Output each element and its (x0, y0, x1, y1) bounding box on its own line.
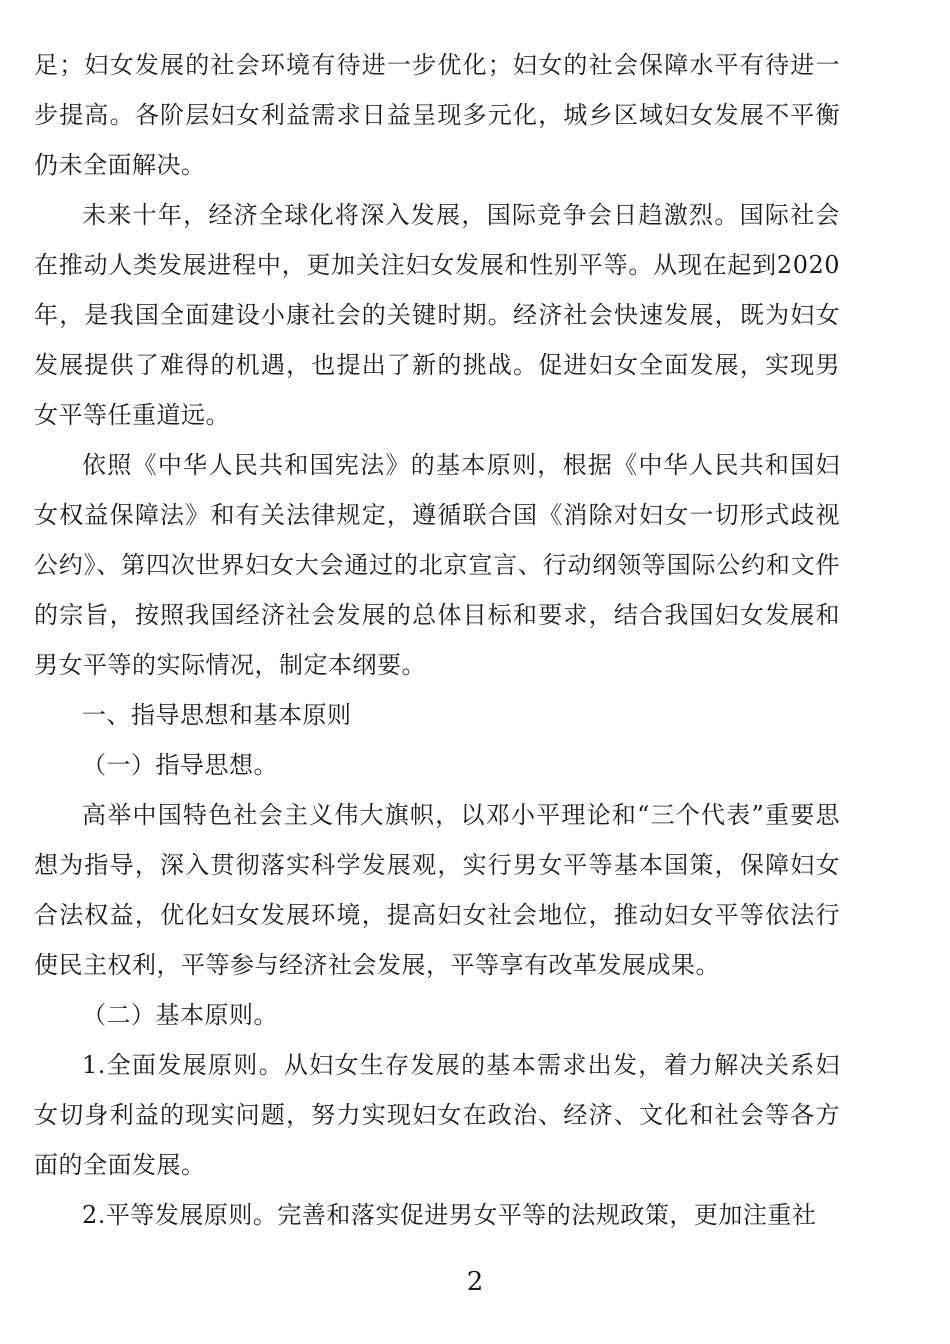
subsection-heading-basic-principles: （二）基本原则。 (82, 1001, 278, 1029)
page-number: 2 (466, 1267, 484, 1297)
paragraph-guiding-ideology: 高举中国特色社会主义伟大旗帜，以邓小平理论和“三个代表”重要思想为指导，深入贯彻落实科学发展观，实行男女平等基本国策，保障妇女合法权益，优化妇女发展环境，提高妇女社会地位，推动妇女平等依法行使民主权利，平等参与经济社会发展，平等享有改革发展成果。 (34, 801, 840, 979)
paragraph-continued: 足；妇女发展的社会环境有待进一步优化；妇女的社会保障水平有待进一步提高。各阶层妇女利益需求日益呈现多元化，城乡区域妇女发展不平衡仍未全面解决。 (34, 51, 840, 179)
subsection-heading-guiding-ideology: （一）指导思想。 (82, 751, 278, 779)
paragraph-legal-basis: 依照《中华人民共和国宪法》的基本原则，根据《中华人民共和国妇女权益保障法》和有关法律规定，遵循联合国《消除对妇女一切形式歧视公约》、第四次世界妇女大会通过的北京宣言、行动纲领等国际公约和文件的宗旨，按照我国经济社会发展的总体目标和要求，结合我国妇女发展和男女平等的实际情况，制定本纲要。 (34, 451, 840, 679)
section-heading-1: 一、指导思想和基本原则 (82, 701, 352, 729)
document-page (34, 40, 840, 1240)
paragraph-principle-1: 1.全面发展原则。从妇女生存发展的基本需求出发，着力解决关系妇女切身利益的现实问题，努力实现妇女在政治、经济、文化和社会等各方面的全面发展。 (34, 1051, 840, 1179)
paragraph-next-decade: 未来十年，经济全球化将深入发展，国际竞争会日趋激烈。国际社会在推动人类发展进程中，更加关注妇女发展和性别平等。从现在起到2020年，是我国全面建设小康社会的关键时期。经济社会快速发展，既为妇女发展提供了难得的机遇，也提出了新的挑战。促进妇女全面发展，实现男女平等任重道远。 (34, 201, 840, 429)
paragraph-principle-2: 2.平等发展原则。完善和落实促进男女平等的法规政策，更加注重社 (82, 1201, 817, 1229)
